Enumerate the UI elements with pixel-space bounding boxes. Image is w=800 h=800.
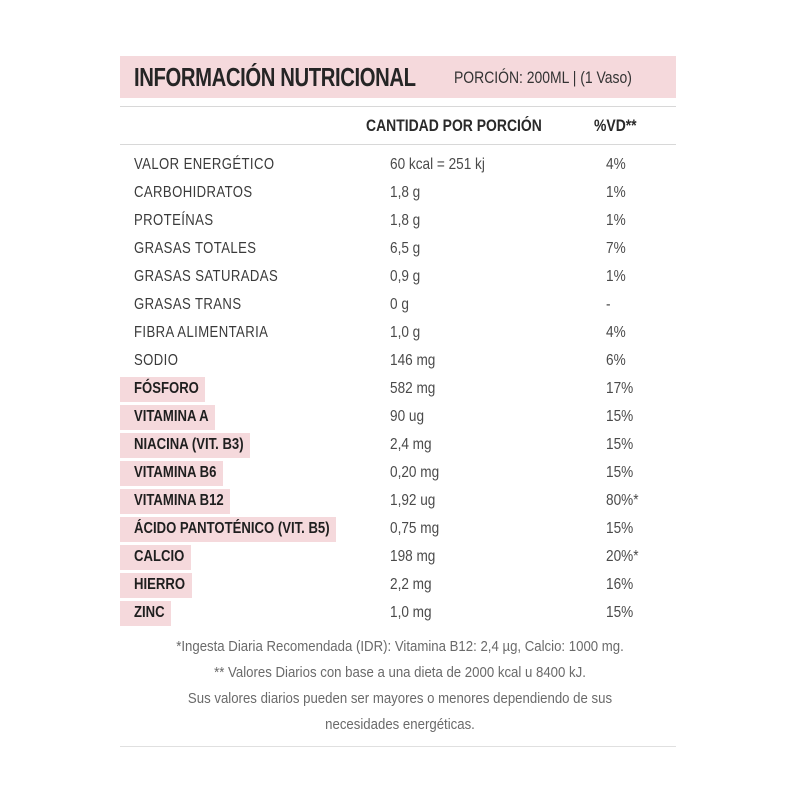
divider	[120, 746, 676, 747]
table-row	[120, 488, 676, 516]
nutrient-name: FIBRA ALIMENTARIA	[134, 324, 269, 341]
nutrient-vd: 4%	[606, 324, 626, 341]
nutrient-vd: 15%	[606, 464, 634, 481]
divider	[120, 144, 676, 145]
nutrition-facts-label	[120, 56, 680, 746]
table-row	[120, 544, 676, 572]
nutrient-name: GRASAS TOTALES	[134, 240, 257, 257]
nutrient-amount: 0 g	[390, 296, 409, 313]
nutrient-vd: 6%	[606, 352, 626, 369]
nutrient-amount: 1,92 ug	[390, 492, 436, 509]
nutrient-amount: 0,20 mg	[390, 464, 440, 481]
table-row	[120, 152, 676, 180]
nutrient-name: FÓSFORO	[134, 380, 199, 397]
nutrient-name: CALCIO	[134, 548, 185, 565]
nutrient-name: ÁCIDO PANTOTÉNICO (VIT. B5)	[134, 520, 330, 537]
table-row	[120, 432, 676, 460]
column-header-amount: CANTIDAD POR PORCIÓN	[366, 116, 542, 135]
table-row	[120, 320, 676, 348]
nutrient-vd: 17%	[606, 380, 634, 397]
nutrient-vd: 15%	[606, 408, 634, 425]
nutrient-vd: 1%	[606, 184, 626, 201]
nutrient-vd: 15%	[606, 604, 634, 621]
nutrient-name: CARBOHIDRATOS	[134, 184, 253, 201]
label-header	[120, 56, 676, 98]
nutrient-amount: 90 ug	[390, 408, 425, 425]
nutrient-vd: 16%	[606, 576, 634, 593]
nutrient-amount: 1,8 g	[390, 212, 421, 229]
nutrient-vd: 15%	[606, 436, 634, 453]
footnote-line: necesidades energéticas.	[325, 716, 475, 733]
nutrient-name: VALOR ENERGÉTICO	[134, 156, 275, 173]
nutrient-name: NIACINA (VIT. B3)	[134, 436, 244, 453]
table-row	[120, 180, 676, 208]
table-row	[120, 348, 676, 376]
portion-size: PORCIÓN: 200ML | (1 Vaso)	[454, 68, 632, 87]
nutrient-amount: 60 kcal = 251 kj	[390, 156, 485, 173]
column-header-vd: %VD**	[594, 116, 637, 135]
nutrient-amount: 2,2 mg	[390, 576, 432, 593]
nutrient-name: GRASAS SATURADAS	[134, 268, 279, 285]
nutrient-amount: 198 mg	[390, 548, 436, 565]
footnote-line: Sus valores diarios pueden ser mayores o menores dependiendo de sus	[187, 690, 613, 707]
nutrient-vd: 4%	[606, 156, 626, 173]
nutrient-amount: 582 mg	[390, 380, 436, 397]
nutrient-name: SODIO	[134, 352, 179, 369]
nutrient-amount: 2,4 mg	[390, 436, 432, 453]
table-row	[120, 292, 676, 320]
nutrient-name: VITAMINA B12	[134, 492, 224, 509]
nutrient-name: VITAMINA B6	[134, 464, 217, 481]
nutrient-amount: 1,0 g	[390, 324, 421, 341]
table-row	[120, 264, 676, 292]
divider	[120, 106, 676, 107]
nutrient-amount: 1,8 g	[390, 184, 421, 201]
nutrient-vd: 7%	[606, 240, 626, 257]
nutrient-name: ZINC	[134, 604, 165, 621]
nutrient-amount: 6,5 g	[390, 240, 421, 257]
nutrient-amount: 0,75 mg	[390, 520, 440, 537]
nutrient-amount: 0,9 g	[390, 268, 421, 285]
footnote-line: ** Valores Diarios con base a una dieta de 2000 kcal u 8400 kJ.	[214, 664, 586, 681]
nutrient-name: VITAMINA A	[134, 408, 209, 425]
table-row	[120, 460, 676, 488]
table-row	[120, 404, 676, 432]
footnote-line: *Ingesta Diaria Recomendada (IDR): Vitamina B12: 2,4 µg, Calcio: 1000 mg.	[176, 638, 624, 655]
nutrient-amount: 1,0 mg	[390, 604, 432, 621]
table-row	[120, 572, 676, 600]
nutrient-vd: -	[606, 296, 611, 313]
nutrient-name: HIERRO	[134, 576, 186, 593]
nutrient-vd: 15%	[606, 520, 634, 537]
label-title: INFORMACIÓN NUTRICIONAL	[134, 62, 416, 92]
nutrient-name: GRASAS TRANS	[134, 296, 242, 313]
nutrient-vd: 1%	[606, 212, 626, 229]
table-row	[120, 600, 676, 628]
nutrient-vd: 1%	[606, 268, 626, 285]
table-row	[120, 516, 676, 544]
nutrient-vd: 20%*	[606, 548, 639, 565]
table-row	[120, 376, 676, 404]
nutrient-amount: 146 mg	[390, 352, 436, 369]
table-row	[120, 208, 676, 236]
footnote-block	[120, 634, 680, 738]
nutrient-name: PROTEÍNAS	[134, 212, 214, 229]
table-row	[120, 236, 676, 264]
nutrient-table	[120, 152, 676, 628]
nutrient-vd: 80%*	[606, 492, 639, 509]
